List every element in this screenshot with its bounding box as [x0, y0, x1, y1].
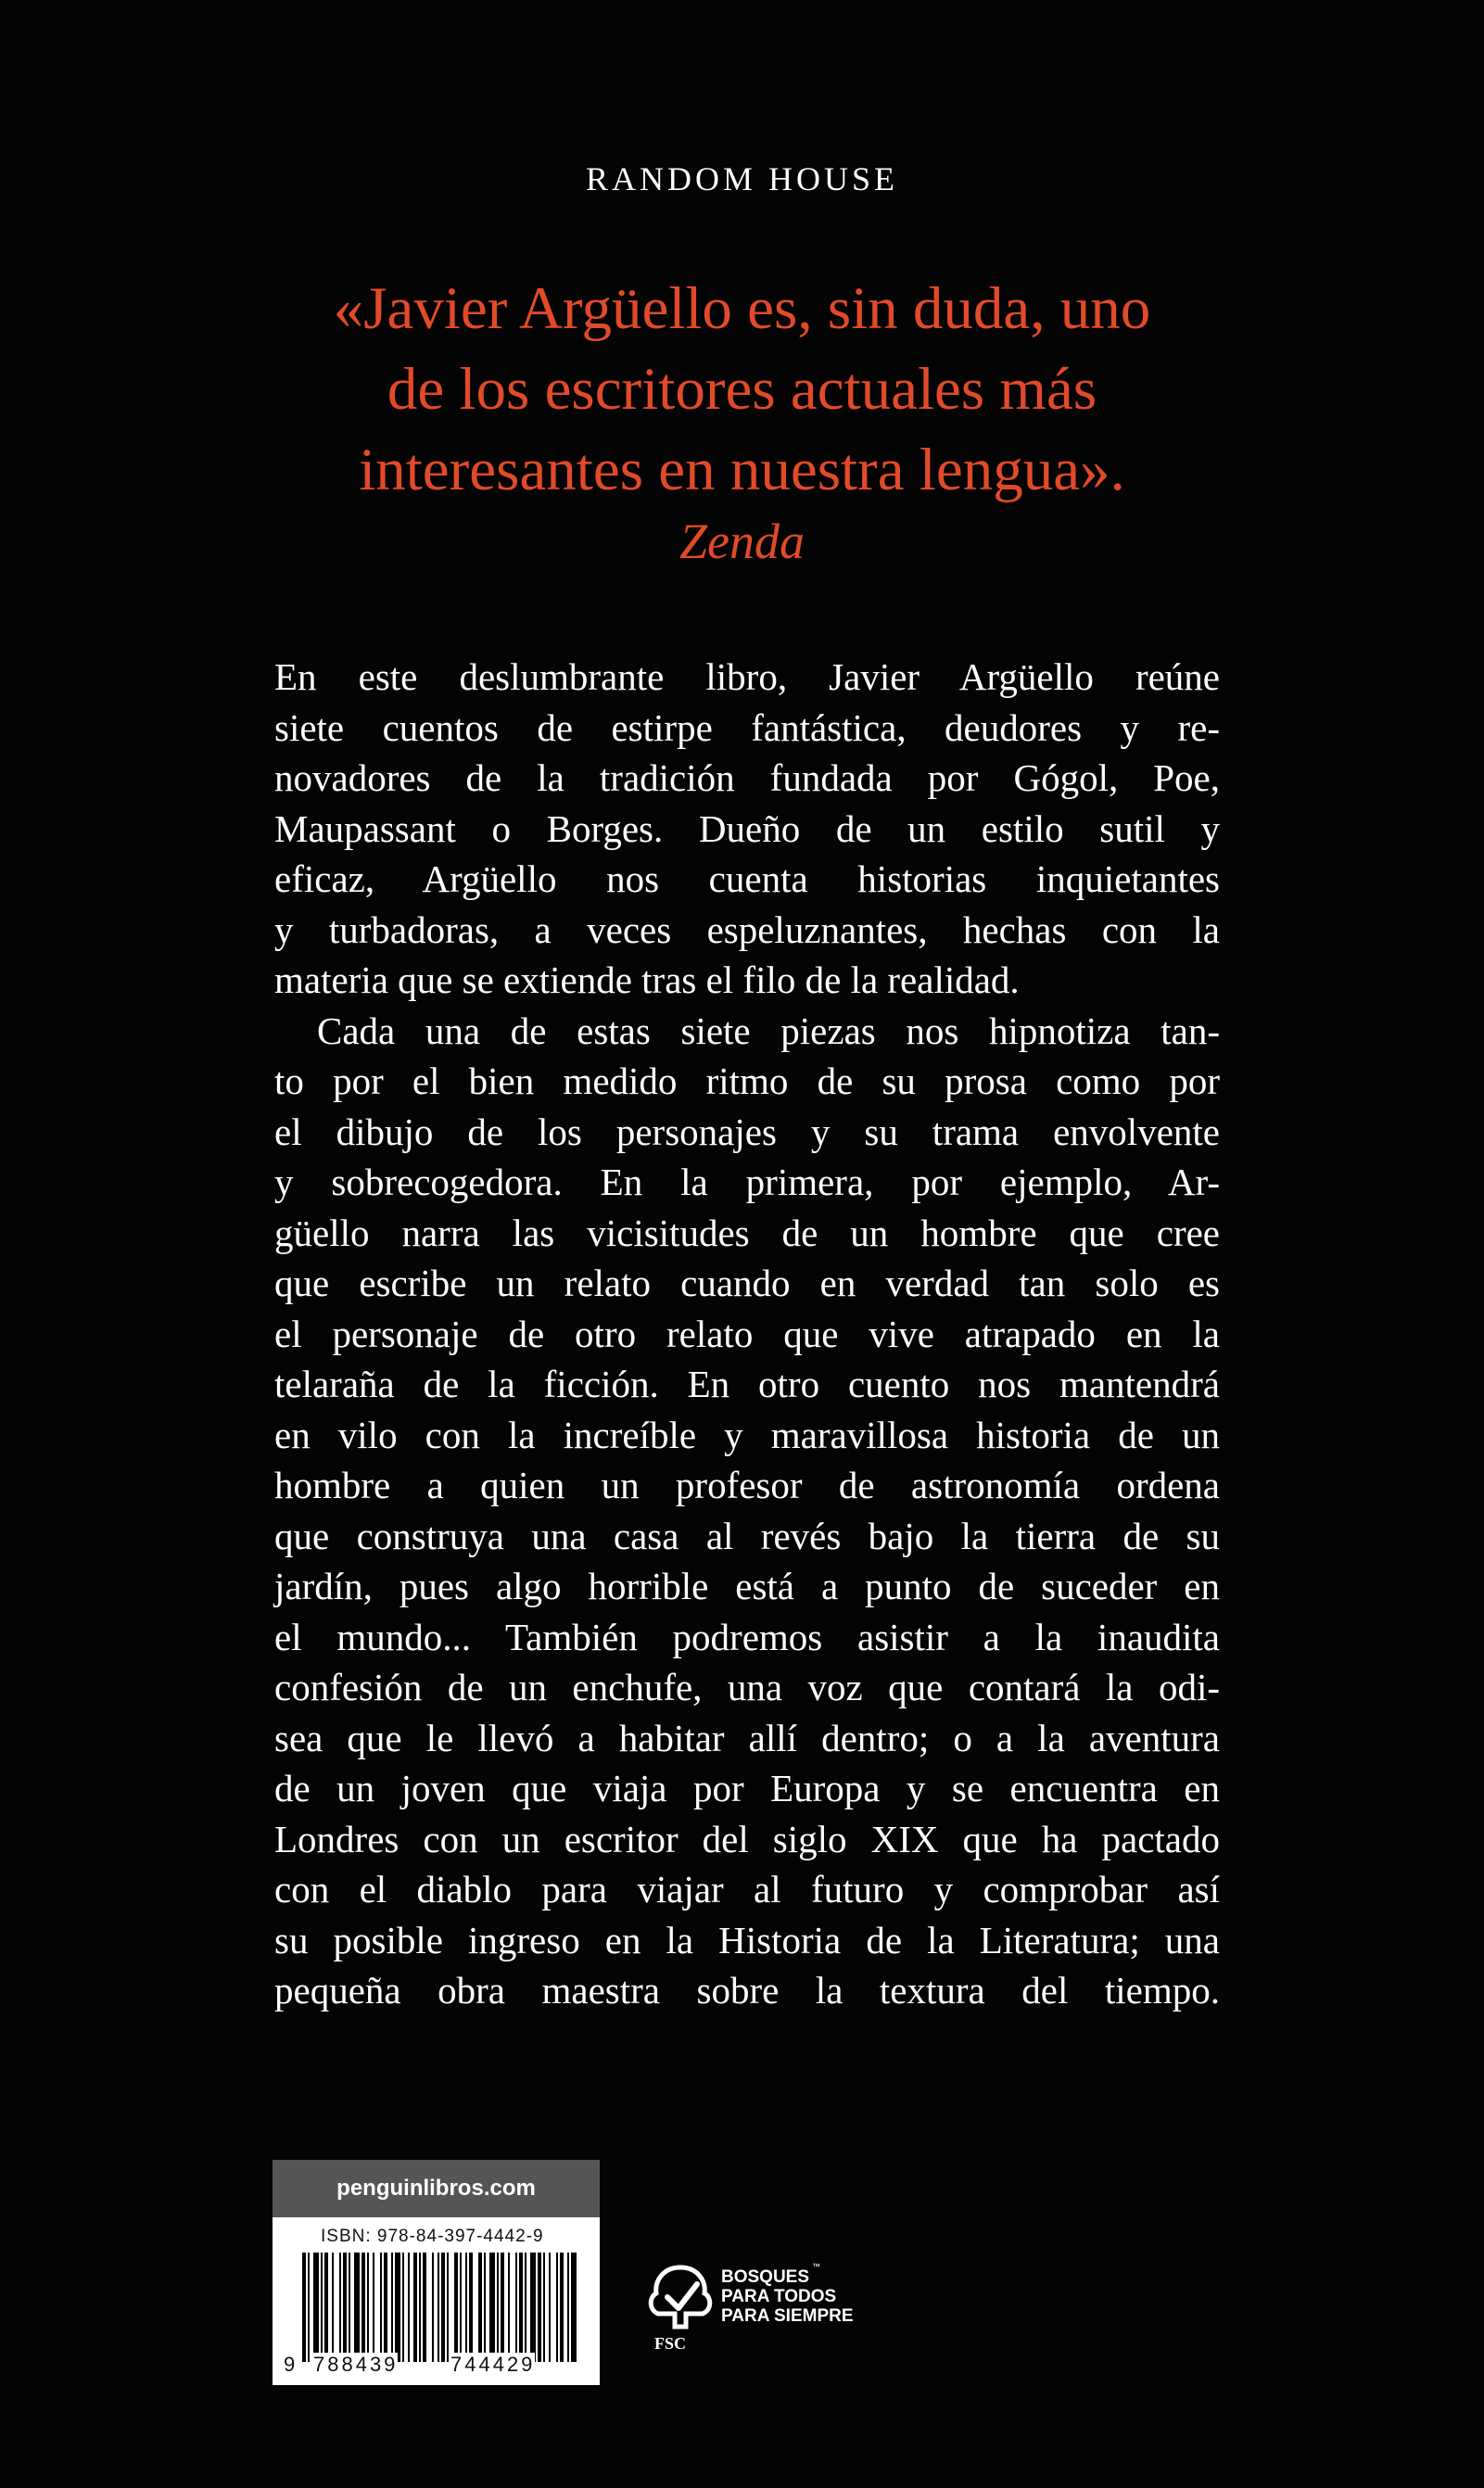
pull-quote — [232, 269, 1252, 511]
blurb-line: güello narra las vicisitudes de un hombre que cree — [274, 1211, 1220, 1254]
website-label[interactable]: penguinlibros.com — [273, 2160, 600, 2217]
blurb-line: En este deslumbrante libro, Javier Argüello reúne — [274, 655, 1220, 698]
barcode-bar — [549, 2253, 551, 2362]
barcode-bar — [556, 2253, 558, 2362]
barcode-bar — [395, 2253, 400, 2362]
blurb-text — [274, 652, 1220, 2016]
blurb-line: confesión de un enchufe, una voz que contará la odi- — [274, 1666, 1220, 1708]
barcode-bar — [380, 2253, 382, 2362]
blurb-line: el dibujo de los personajes y su trama envolvente — [274, 1110, 1220, 1153]
barcode-bar — [519, 2253, 523, 2362]
barcode-bar — [441, 2253, 445, 2362]
barcode-bar — [460, 2253, 462, 2362]
blurb-line: telaraña de la ficción. En otro cuento nos mantendrá — [274, 1363, 1220, 1405]
barcode-bar — [438, 2253, 439, 2362]
blurb-line: Londres con un escritor del siglo XIX que ha pactado — [274, 1817, 1220, 1860]
blurb-line: to por el bien medido ritmo de su prosa como por — [274, 1060, 1220, 1102]
fsc-slogan — [721, 2267, 854, 2326]
publisher-name: RANDOM HOUSE — [585, 160, 899, 197]
barcode-bar — [501, 2253, 504, 2362]
blurb-line: hombre a quien un profesor de astronomía ordena — [274, 1464, 1220, 1506]
barcode-bar — [571, 2253, 577, 2362]
blurb-line: el mundo... También podremos asistir a la inaudita — [274, 1615, 1220, 1658]
barcode-bar — [447, 2253, 449, 2362]
blurb-line: materia que se extiende tras el filo de la realidad. — [274, 958, 1020, 1001]
barcode-bar — [489, 2253, 495, 2362]
fsc-slogan-line: BOSQUES — [721, 2267, 810, 2287]
barcode-bar — [543, 2253, 545, 2362]
isbn-label: ISBN: 978-84-397-4442-9 — [321, 2227, 544, 2246]
fsc-slogan-line: PARA SIEMPRE — [721, 2306, 854, 2326]
barcode-bar — [478, 2253, 482, 2362]
blurb-line: Maupassant o Borges. Dueño de un estilo sutil y — [274, 806, 1220, 850]
trademark-mark: ™ — [812, 2262, 820, 2271]
fsc-slogan-line: PARA TODOS — [721, 2287, 837, 2306]
blurb-line: de un joven que viaja por Europa y se encuentra en — [274, 1767, 1220, 1809]
blurb-line: eficaz, Argüello nos cuenta historias inquietantes — [274, 857, 1220, 900]
blurb-line: con el diablo para viajar al futuro y comprobar así — [274, 1868, 1220, 1910]
blurb-line: novadores de la tradición fundada por Gógol, Poe, — [274, 756, 1220, 799]
barcode-bar — [525, 2253, 526, 2362]
barcode-bar — [423, 2253, 426, 2362]
barcode-panel — [273, 2160, 600, 2385]
barcode-bar — [408, 2253, 410, 2362]
blurb-line: siete cuentos de estirpe fantástica, deudores y re- — [274, 705, 1220, 749]
barcode-bar — [343, 2253, 347, 2362]
barcode-bar — [419, 2253, 421, 2362]
barcode-bar — [530, 2253, 536, 2362]
barcode-digit: 788439 — [313, 2353, 399, 2376]
blurb-line: pequeña obra maestra sobre la textura del tiempo. — [274, 1969, 1220, 2012]
blurb-line: el personaje de otro relato que vive atrapado en la — [274, 1312, 1220, 1355]
blurb-line: y sobrecogedora. En la primera, por ejemplo, Ar- — [274, 1161, 1220, 1203]
barcode-bar — [497, 2253, 499, 2362]
barcode-bar — [302, 2253, 306, 2362]
blurb-line: jardín, pues algo horrible está a punto de suceder en — [274, 1565, 1220, 1607]
barcode-bar — [454, 2253, 458, 2362]
barcode-bar — [354, 2253, 360, 2362]
barcode-bar — [332, 2253, 334, 2362]
barcode-bar — [384, 2253, 387, 2362]
barcode-bar — [484, 2253, 486, 2362]
fsc-label: FSC — [654, 2334, 687, 2353]
blurb-line: que construya una casa al revés bajo la tierra de su — [274, 1514, 1220, 1557]
blurb-line: y turbadoras, a veces espeluznantes, hechas con la — [274, 908, 1220, 951]
blurb-line: en vilo con la increíble y maravillosa historia de un — [274, 1413, 1220, 1456]
barcode-bar — [373, 2253, 374, 2362]
barcode-bar — [339, 2253, 341, 2362]
barcode-bar — [538, 2253, 541, 2362]
barcode-bar — [469, 2253, 473, 2362]
blurb-line: sea que le llevó a habitar allí dentro; o a la aventura — [274, 1716, 1220, 1759]
barcode-bar — [308, 2253, 310, 2362]
barcode-digit: 9 — [284, 2353, 296, 2376]
barcode-bar — [402, 2253, 404, 2362]
barcode-bar — [413, 2253, 417, 2362]
barcode-bar — [367, 2253, 369, 2362]
barcode-icon — [282, 2253, 590, 2368]
barcode-bar — [465, 2253, 467, 2362]
barcode-bar — [349, 2253, 350, 2362]
fsc-logo — [640, 2262, 899, 2382]
quote-line: interesantes en nuestra lengua». — [359, 437, 1125, 503]
barcode-bar — [391, 2253, 393, 2362]
blurb-line: su posible ingreso en la Historia de la Literatura; una — [274, 1918, 1220, 1961]
blurb-line: que escribe un relato cuando en verdad tan solo es — [274, 1262, 1220, 1304]
fsc-tree-check-icon — [643, 2262, 717, 2332]
quote-line: de los escritores actuales más — [387, 356, 1097, 423]
barcode-bar — [508, 2253, 510, 2362]
barcode-bar — [567, 2253, 569, 2362]
quote-source: Zenda — [679, 514, 805, 569]
barcode-bar — [361, 2253, 365, 2362]
barcode-bar — [432, 2253, 434, 2362]
barcode-bar — [560, 2253, 564, 2362]
barcode-digit: 744429 — [450, 2353, 536, 2376]
quote-line: «Javier Argüello es, sin duda, uno — [333, 275, 1151, 342]
barcode-bar — [515, 2253, 517, 2362]
blurb-line: Cada una de estas siete piezas nos hipnotiza tan- — [317, 1009, 1220, 1052]
barcode-bar — [321, 2253, 323, 2362]
barcode-bar — [313, 2253, 319, 2362]
barcode-bar — [324, 2253, 328, 2362]
